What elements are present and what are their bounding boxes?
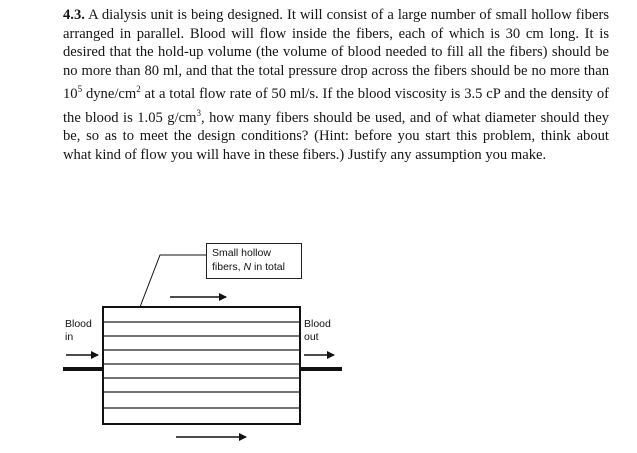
callout-leader <box>140 255 206 307</box>
problem-text-part: A dialysis unit is being designed. It will consist of a large number of small hollow fibers arranged in parallel. Blood will flow inside the fibers, each of which is 30 cm long. It is desired that the hold-up volume (the volume of blood needed to fill all the fibers) should be no more than 80 ml, and that the total pressure drop across the fibers should be no more than 10 <box>63 7 609 103</box>
n-symbol: N <box>243 261 252 273</box>
problem-number: 4.3. <box>63 7 85 23</box>
problem-text-part: at a total flow rate of 50 ml/s. If the blood viscosity is 3.5 cP and the density of the blood is 1.05 g/cm <box>63 86 609 126</box>
problem-text-part: dyne/cm <box>82 86 137 103</box>
fiber-bundle-housing <box>103 307 300 424</box>
blood-in-label: Blood in <box>65 318 92 343</box>
fibers-callout-box <box>206 243 302 279</box>
callout-line-2: fibers, N in total <box>212 261 285 273</box>
problem-text-part: , how many fibers should be used, and of what diameter should they be, so as to meet the design conditions? (Hint: before you start this problem, think about what kind of flow you will have in these fibers.) Justify any assumption you make. <box>63 109 609 163</box>
exponent: 3 <box>196 107 201 118</box>
fiber-lines <box>103 322 300 408</box>
exponent: 5 <box>77 84 83 95</box>
exponent: 2 <box>136 84 141 95</box>
callout-line-1: Small hollow <box>212 247 271 259</box>
blood-out-label: Blood out <box>304 318 331 343</box>
